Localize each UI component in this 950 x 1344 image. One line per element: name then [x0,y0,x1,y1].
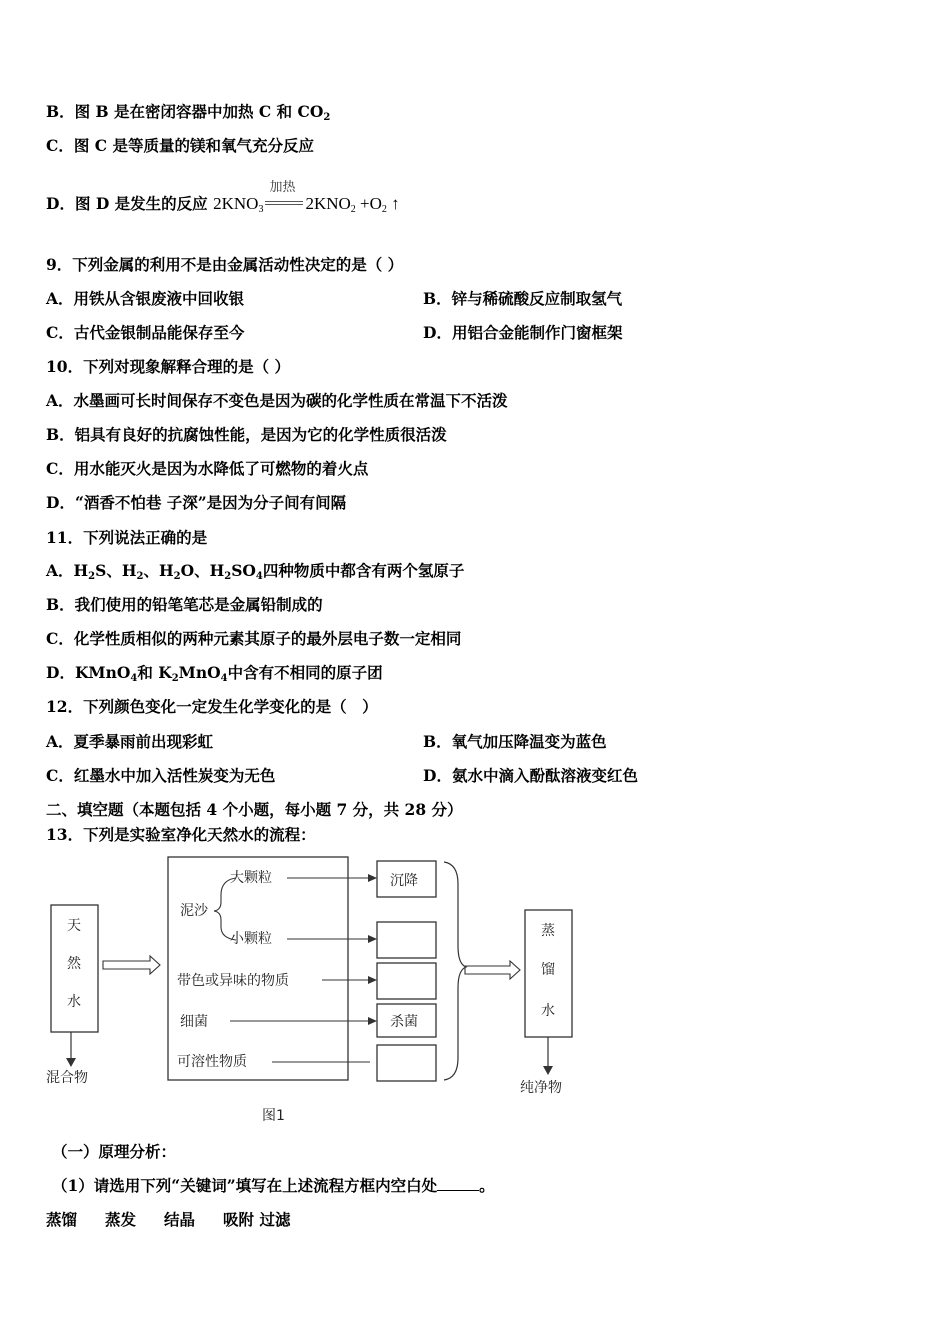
q9-stem: 9．下列金属的利用不是由金属活动性决定的是（ ） [46,255,404,274]
q11-stem: 11．下列说法正确的是 [46,528,208,547]
blank-box-2 [377,963,436,999]
blank-box-3 [377,1045,436,1081]
q8-option-d: D．图 D 是发生的反应 $2KNO_3$ 加热 $2KNO_2 +O_2$ ↑ [46,180,400,215]
q10-option-c: C．用水能灭火是因为水降低了可燃物的着火点 [46,459,369,478]
distilled-water-label-1: 蒸 [541,923,555,939]
sub-question-1: （1）请选用下列“关键词”填写在上述流程方框内空白处 。 [52,1176,495,1195]
q10-option-b: B．铝具有良好的抗腐蚀性能，是因为它的化学性质很活泼 [46,425,447,444]
bacteria-label: 细菌 [180,1014,208,1030]
q10-stem: 10．下列对现象解释合理的是（ ） [46,357,290,376]
sterilize-label: 杀菌 [390,1014,418,1030]
mixture-label: 混合物 [46,1070,88,1086]
natural-water-label-1: 天 [67,918,81,934]
soluble-substances-label: 可溶性物质 [177,1054,247,1070]
q8-option-c: C．图 C 是等质量的镁和氧气充分反应 [46,136,314,155]
q9-options-cd: C．古代金银制品能保存至今 D．用铝合金能制作门窗框架 [46,323,623,342]
natural-water-label-3: 水 [67,994,81,1010]
q11-option-c: C．化学性质相似的两种元素其原子的最外层电子数一定相同 [46,629,462,648]
q11-option-a: A．$H_2S$、$H_2$、$H_2O$、$H_2SO_4$四种物质中都含有两个氢原子 [46,561,465,582]
q11-option-d: D．KMnO$_4$和 $K_2MnO_4$中含有不相同的原子团 [46,663,383,684]
keyword-list [46,1210,318,1230]
large-particles-label: 大颗粒 [230,870,272,886]
q12-options-ab: A．夏季暴雨前出现彩虹 B．氧气加压降温变为蓝色 [46,732,607,751]
q10-option-a: A．水墨画可长时间保存不变色是因为碳的化学性质在常温下不活泼 [46,391,508,410]
small-particles-label: 小颗粒 [230,931,272,947]
double-arrow-1 [103,956,160,974]
heating-condition: 加热 [263,195,305,215]
pure-substance-label: 纯净物 [520,1080,562,1096]
q11-option-b: B．我们使用的铅笔笔芯是金属铅制成的 [46,595,323,614]
settle-label: 沉降 [390,873,418,889]
answer-blank[interactable] [437,1176,479,1191]
silt-label: 泥沙 [180,903,208,919]
q12-stem: 12．下列颜色变化一定发生化学变化的是（ ） [46,697,378,716]
figure-caption: 图1 [262,1108,285,1124]
q12-options-cd: C．红墨水中加入活性炭变为无色 D．氨水中滴入酚酞溶液变红色 [46,766,638,785]
q10-option-d: D．“酒香不怕巷 子深”是因为分子间有间隔 [46,493,347,512]
double-arrow-2 [465,961,520,979]
water-purification-flowchart [40,850,600,1140]
distilled-water-label-3: 水 [541,1003,555,1019]
q8-option-b: B．图 B 是在密闭容器中加热 C 和 $CO_2$ [46,102,331,123]
sub-heading: （一）原理分析： [52,1142,177,1161]
keyword-distillation: 蒸馏 [46,1210,78,1229]
natural-water-label-2: 然 [67,956,81,972]
keyword-adsorption-filtration: 吸附 过滤 [223,1210,291,1229]
blank-box-1 [377,922,436,958]
q9-options-ab: A．用铁从含银废液中回收银 B．锌与稀硫酸反应制取氢气 [46,289,623,308]
reaction-equation: $2KNO_3$ 加热 $2KNO_2 +O_2$ ↑ [213,180,400,215]
color-odor-label: 带色或异味的物质 [177,973,289,989]
section-heading: 二、填空题（本题包括 4 个小题，每小题 7 分，共 28 分） [46,800,463,819]
distilled-water-label-2: 馏 [541,962,555,978]
process-box [168,857,348,1080]
keyword-crystallization: 结晶 [164,1210,196,1229]
q13-stem: 13．下列是实验室净化天然水的流程： [46,825,316,844]
keyword-evaporation: 蒸发 [105,1210,137,1229]
